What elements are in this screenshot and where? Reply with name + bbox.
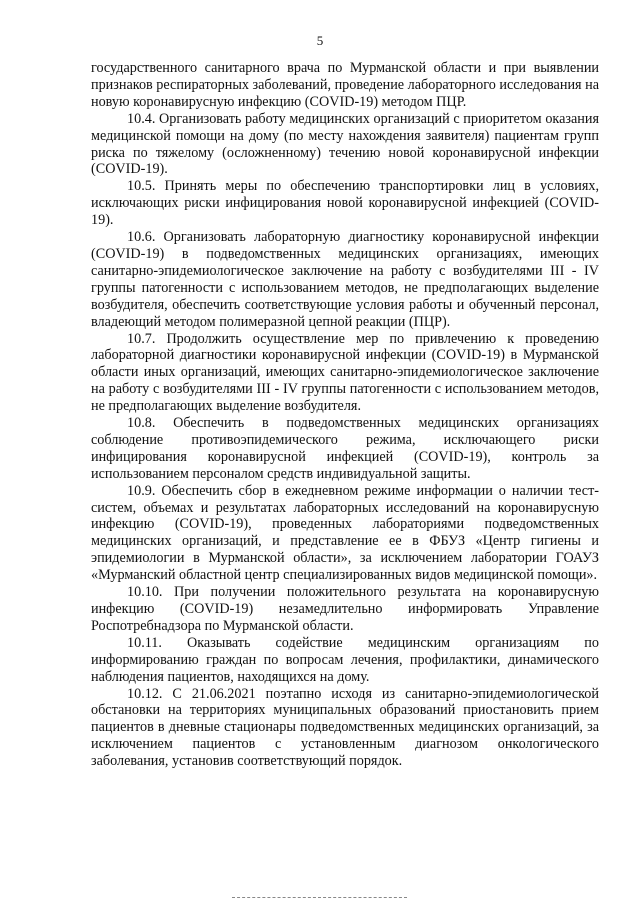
paragraph-10-11: 10.11. Оказывать содействие медицинским организациям по информированию граждан по вопросам лечения, профилактики, динамического наблюдения пациентов, находящихся на дому. [91,634,599,685]
paragraph-10-8: 10.8. Обеспечить в подведомственных медицинских организациях соблюдение противоэпидемического режима, исключающего риски инфицирования коронавирусной инфекцией (COVID-19), контроль за использованием персоналом средств индивидуальной защиты. [91,415,599,482]
paragraph-10-12: 10.12. С 21.06.2021 поэтапно исходя из санитарно-эпидемиологической обстановки на территориях муниципальных образований приостановить прием пациентов в дневные стационары подведомственных медицинских организаций, за исключением пациентов с установленным диагнозом онкологического заболевания, установив соответствующий порядок. [91,685,599,770]
page-number: 5 [316,33,324,48]
paragraph-10-9: 10.9. Обеспечить сбор в ежедневном режиме информации о наличии тест-систем, объемах и результатах лабораторных исследований на коронавирусную инфекцию (COVID-19), проведенных лабораториями подведомственных медицинских организаций, и представление ее в ФБУЗ «Центр гигиены и эпидемиологии в Мурманской области», за исключением лаборатории ГОАУЗ «Мурманский областной центр специализированных видов медицинской помощи». [91,482,599,584]
footer-divider [232,897,407,898]
paragraph-10-10: 10.10. При получении положительного результата на коронавирусную инфекцию (COVID-19) незамедлительно информировать Управление Роспотребнадзора по Мурманской области. [91,584,599,634]
paragraph-continuation: государственного санитарного врача по Мурманской области и при выявлении признаков респираторных заболеваний, проведение лабораторного исследования на новую коронавирусную инфекцию (COVID-19) методом ПЦР. [91,60,599,110]
document-body [91,60,599,770]
paragraph-10-4: 10.4. Организовать работу медицинских организаций с приоритетом оказания медицинской помощи на дому (по месту нахождения заявителя) пациентам групп риска по тяжелому (осложненному) течению новой коронавирусной инфекции (COVID-19). [91,110,599,178]
paragraph-10-7: 10.7. Продолжить осуществление мер по привлечению к проведению лабораторной диагностики коронавирусной инфекции (COVID-19) в Мурманской области иных организаций, имеющих санитарно-эпидемиологическое заключение на работу с возбудителями III - IV группы патогенности с использованием методов, не предполагающих выделение возбудителя. [91,330,599,415]
paragraph-10-6: 10.6. Организовать лабораторную диагностику коронавирусной инфекции (COVID-19) в подведомственных медицинских организациях, имеющих санитарно-эпидемиологическое заключение на работу с возбудителями III - IV группы патогенности с использованием методов, не предполагающих выделение возбудителя, обеспечить соответствующие условия работы и обученный персонал, владеющий методом полимеразной цепной реакции (ПЦР). [91,229,599,330]
paragraph-10-5: 10.5. Принять меры по обеспечению транспортировки лиц в условиях, исключающих риски инфицирования новой коронавирусной инфекцией (COVID-19). [91,178,599,229]
